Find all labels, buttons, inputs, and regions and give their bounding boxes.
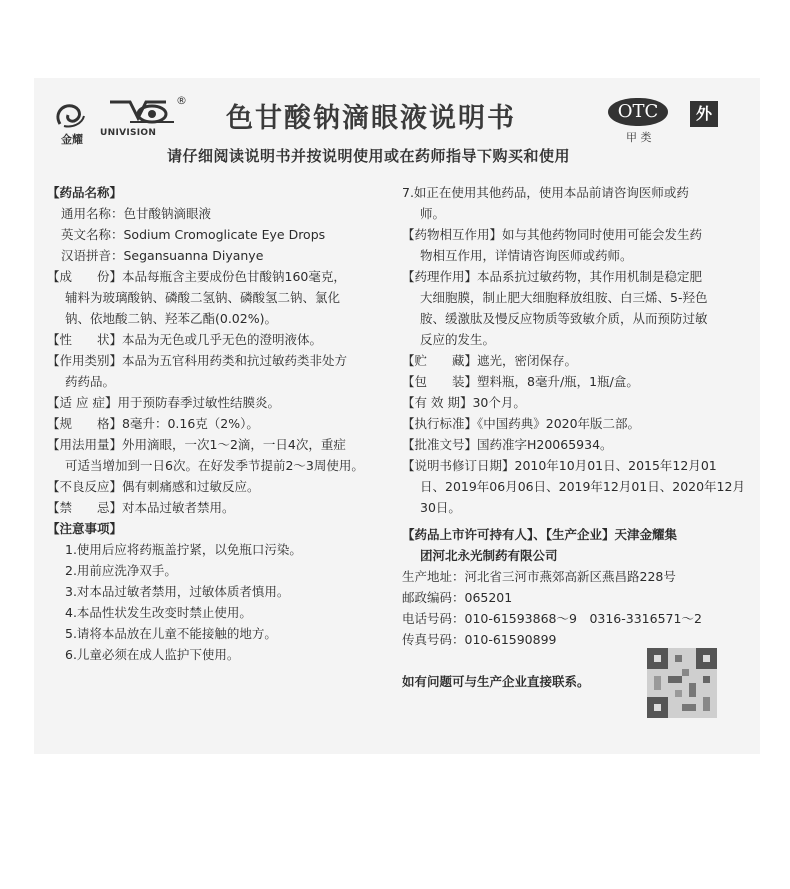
interaction-line-1: 【药物相互作用】如与其他药物同时使用可能会发生药: [402, 227, 703, 242]
specification-text: 【规 格】8毫升：0.16克（2%）。: [47, 416, 259, 431]
address-text: 生产地址：河北省三河市燕郊高新区燕昌路228号: [402, 569, 676, 584]
pharmacology-line-3: 胺、缓激肽及慢反应物质等致敏介质，从而预防过敏: [420, 311, 708, 326]
pharmacology-line-4: 反应的发生。: [420, 332, 496, 347]
univision-logo: [100, 96, 190, 142]
otc-badge: OTC: [608, 98, 668, 126]
brand-name: 金耀: [61, 133, 83, 146]
note-item: 3.对本品过敏者禁用，过敏体质者慎用。: [65, 584, 290, 599]
contraindication-text: 【禁 忌】对本品过敏者禁用。: [47, 500, 235, 515]
brand-swirl-icon: [50, 98, 94, 132]
instruction-subtitle: 请仔细阅读说明书并按说明使用或在药师指导下购买和使用: [167, 147, 571, 165]
category-line-2: 药药品。: [65, 374, 116, 389]
fax-text: 传真号码：010-61590899: [402, 632, 557, 647]
phone-text: 电话号码：010-61593868～9 0316-3316571～2: [402, 611, 702, 626]
page-title: 色甘酸钠滴眼液说明书: [226, 103, 516, 134]
adverse-reaction-text: 【不良反应】偶有刺痛感和过敏反应。: [47, 479, 260, 494]
note-item: 1.使用后应将药瓶盖拧紧，以免瓶口污染。: [65, 542, 302, 557]
interaction-line-2: 物相互作用，详情请咨询医师或药师。: [420, 248, 633, 263]
character-text: 【性 状】本品为无色或几乎无色的澄明液体。: [47, 332, 323, 347]
category-line-1: 【作用类别】本品为五官科用药类和抗过敏药类非处方: [47, 353, 348, 368]
right-column: [402, 182, 754, 692]
usage-line-2: 可适当增加到一日6次。在好发季节提前2～3周使用。: [65, 458, 364, 473]
contact-text: 如有问题可与生产企业直接联系。: [402, 674, 590, 689]
revision-line-2: 日、2019年06月06日、2019年12月01日、2020年12月: [420, 479, 745, 494]
left-column: [47, 182, 387, 665]
note-7-line-1: 7.如正在使用其他药品，使用本品前请咨询医师或药: [402, 185, 689, 200]
holder-line-1: 【药品上市许可持有人】、【生产企业】天津金耀集: [402, 527, 678, 542]
usage-line-1: 【用法用量】外用滴眼，一次1～2滴，一日4次，重症: [47, 437, 346, 452]
indication-text: 【适 应 症】用于预防春季过敏性结膜炎。: [47, 395, 280, 410]
generic-name: 通用名称：色甘酸钠滴眼液: [61, 206, 212, 221]
registered-mark: ®: [176, 94, 187, 107]
note-item: 5.请将本品放在儿童不能接触的地方。: [65, 626, 277, 641]
pharmacology-line-1: 【药理作用】本品系抗过敏药物，其作用机制是稳定肥: [402, 269, 703, 284]
ingredients-line-2: 辅料为玻璃酸钠、磷酸二氢钠、磷酸氢二钠、氯化: [65, 290, 341, 305]
standard-text: 【执行标准】《中国药典》2020年版二部。: [402, 416, 641, 431]
pinyin-name: 汉语拼音：Segansuanna Diyanye: [61, 248, 264, 263]
note-item: 6.儿童必须在成人监护下使用。: [65, 647, 240, 662]
pharmacology-line-2: 大细胞膜，制止肥大细胞释放组胺、白三烯、5-羟色: [420, 290, 708, 305]
storage-text: 【贮 藏】遮光，密闭保存。: [402, 353, 578, 368]
brand-logo: [50, 98, 94, 146]
approval-text: 【批准文号】国药准字H20065934。: [402, 437, 613, 452]
ingredients-line-1: 【成 份】本品每瓶含主要成份色甘酸钠160毫克，: [47, 269, 346, 284]
external-use-badge: 外: [690, 101, 718, 127]
holder-line-2: 团河北永光制药有限公司: [420, 548, 558, 563]
note-7-line-2: 师。: [420, 206, 446, 221]
notes-heading: 【注意事项】: [47, 521, 123, 536]
ingredients-line-3: 钠、依地酸二钠、羟苯乙酯(0.02%)。: [65, 311, 277, 326]
qr-code-icon: [647, 648, 717, 718]
package-text: 【包 装】塑料瓶，8毫升/瓶，1瓶/盒。: [402, 374, 639, 389]
univision-text: UNIVISION: [100, 128, 157, 138]
otc-class-label: 甲 类: [626, 131, 652, 144]
english-name: 英文名称：Sodium Cromoglicate Eye Drops: [61, 227, 326, 242]
drug-name-heading: 【药品名称】: [47, 185, 123, 200]
revision-line-1: 【说明书修订日期】2010年10月01日、2015年12月01: [402, 458, 717, 473]
postcode-text: 邮政编码：065201: [402, 590, 513, 605]
revision-line-3: 30日。: [420, 500, 461, 515]
note-item: 2.用前应洗净双手。: [65, 563, 177, 578]
validity-text: 【有 效 期】30个月。: [402, 395, 526, 410]
note-item: 4.本品性状发生改变时禁止使用。: [65, 605, 252, 620]
